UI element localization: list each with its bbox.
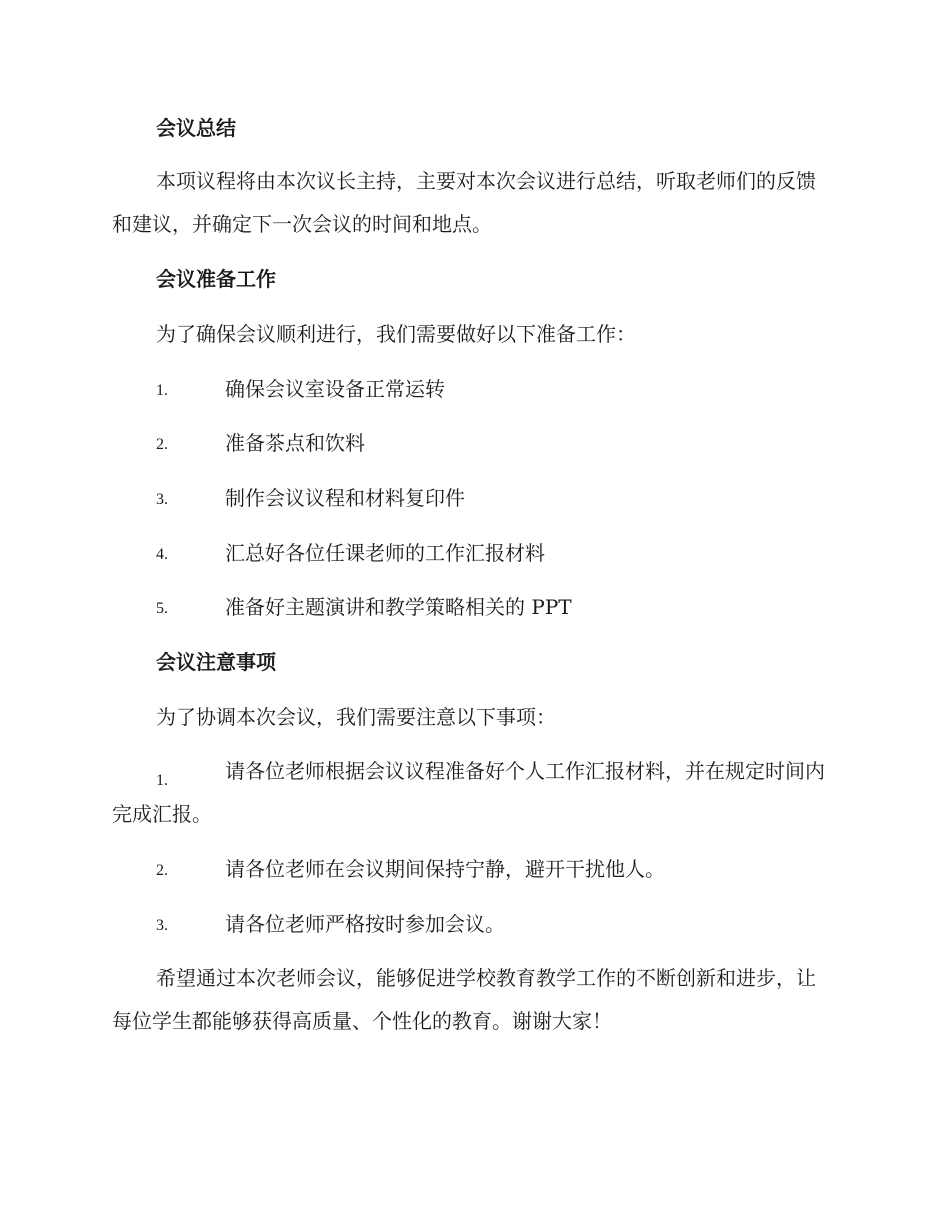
list-number: 1.	[156, 772, 168, 789]
list-number: 1.	[156, 382, 168, 399]
summary-heading: 会议总结	[156, 116, 236, 140]
list-item-text: 请各位老师严格按时参加会议。	[225, 912, 505, 936]
notes-list-item	[112, 750, 832, 836]
list-item-text: 请各位老师在会议期间保持宁静，避开干扰他人。	[225, 857, 665, 881]
list-number: 2.	[156, 436, 168, 453]
list-number: 4.	[156, 546, 168, 563]
preparation-intro: 为了确保会议顺利进行，我们需要做好以下准备工作：	[156, 322, 636, 346]
list-number: 3.	[156, 917, 168, 934]
notes-intro: 为了协调本次会议，我们需要注意以下事项：	[156, 705, 556, 729]
summary-paragraph: 本项议程将由本次议长主持，主要对本次会议进行总结，听取老师们的反馈和建议，并确定下一次会议的时间和地点。	[112, 169, 816, 236]
list-item-text: 请各位老师根据会议议程准备好个人工作汇报材料，并在规定时间内完成汇报。	[112, 759, 825, 826]
list-number: 3.	[156, 491, 168, 508]
list-item-text: 汇总好各位任课老师的工作汇报材料	[225, 541, 545, 565]
list-number: 5.	[156, 600, 168, 617]
closing-paragraph: 希望通过本次老师会议，能够促进学校教育教学工作的不断创新和进步，让每位学生都能够获得高质量、个性化的教育。谢谢大家！	[112, 966, 816, 1033]
list-number: 2.	[156, 862, 168, 879]
notes-heading: 会议注意事项	[156, 650, 276, 674]
preparation-heading: 会议准备工作	[156, 267, 276, 291]
list-item-text: 准备茶点和饮料	[225, 431, 365, 455]
list-item-text: 准备好主题演讲和教学策略相关的 PPT	[225, 595, 572, 619]
list-item-text: 确保会议室设备正常运转	[225, 377, 445, 401]
list-item-text: 制作会议议程和材料复印件	[225, 486, 465, 510]
